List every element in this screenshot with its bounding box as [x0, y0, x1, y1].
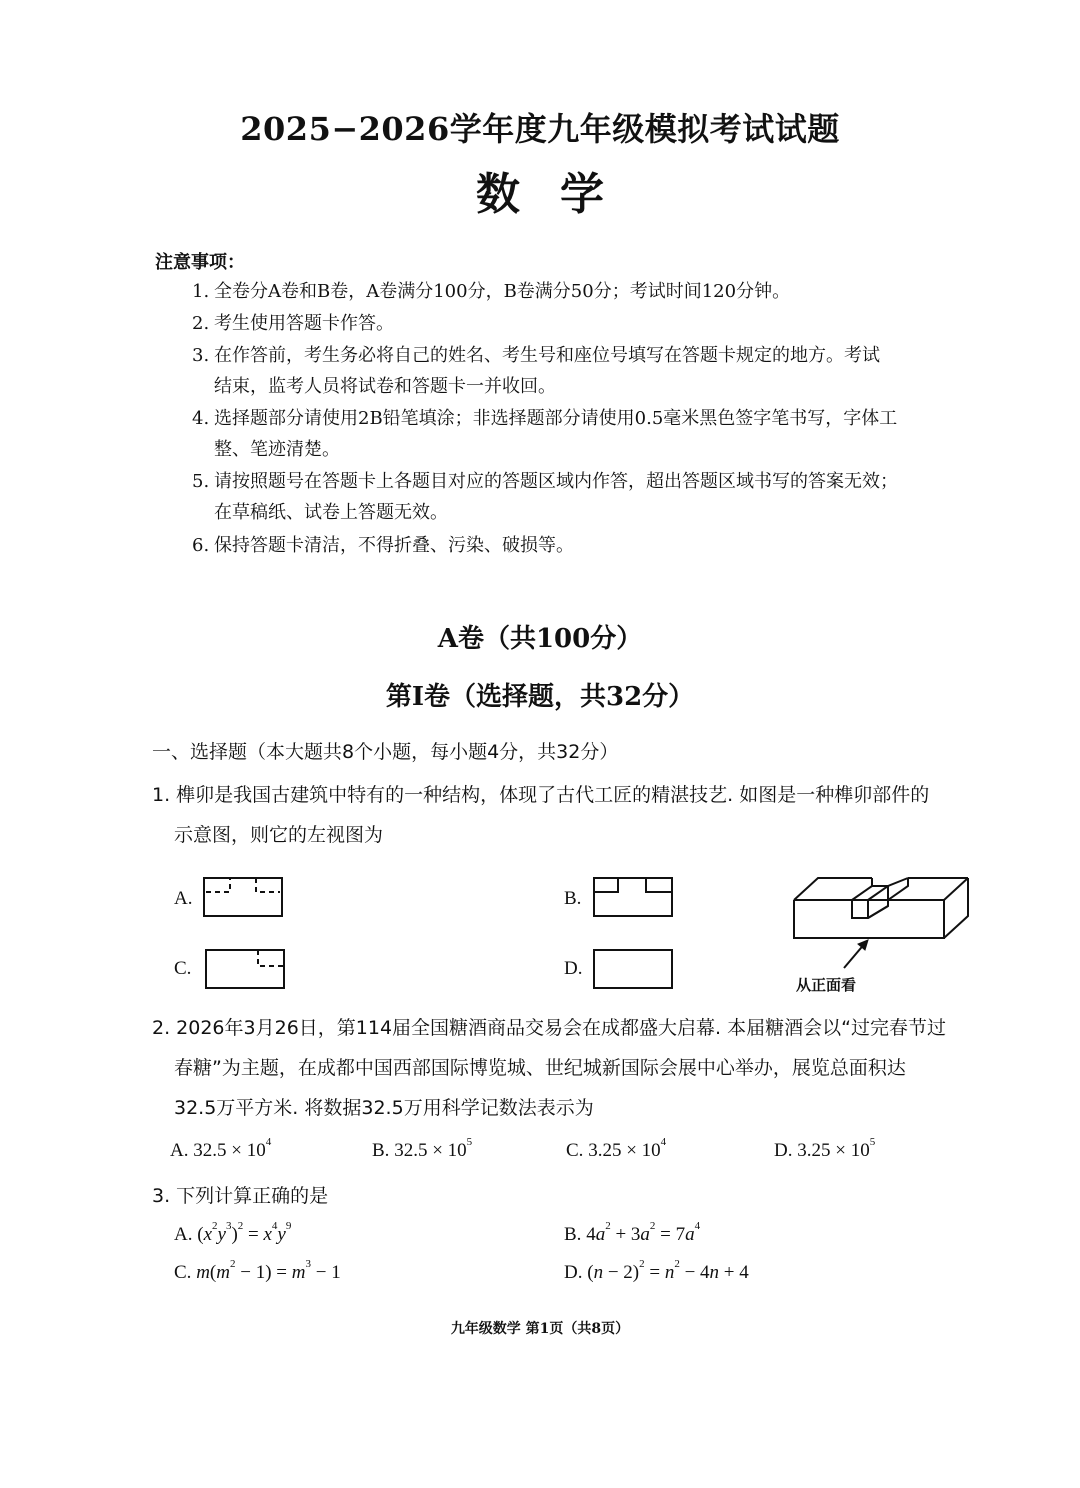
q1-figure-caption: 从正面看 — [796, 976, 857, 994]
q2-option-a: A. $32.5 \times 10^4$ — [170, 1136, 272, 1161]
q1-option-a-figure — [200, 874, 286, 918]
q2-option-b: B. $32.5 \times 10^5$ — [372, 1136, 473, 1161]
q1-option-c-label: C. — [174, 958, 192, 979]
q3-option-c: C. $m(m^2 - 1) = m^3 - 1$ — [174, 1258, 341, 1283]
q1-option-d-figure — [590, 946, 676, 992]
note-item: 2. 考生使用答题卡作答。 — [192, 313, 394, 334]
q3-stem: 3. 下列计算正确的是 — [152, 1185, 329, 1207]
mc-heading: 一、选择题（本大题共8个小题，每小题4分，共32分） — [152, 741, 619, 763]
q1-option-b-figure — [590, 874, 676, 918]
q2-line3: 32.5万平方米. 将数据32.5万用科学记数法表示为 — [174, 1097, 594, 1119]
q1-option-b-label: B. — [564, 888, 582, 909]
q3-option-b: B. $4a^2 + 3a^2 = 7a^4$ — [564, 1220, 701, 1245]
a-paper-title: A卷（共100分） — [437, 624, 643, 654]
q2-option-d: D. $3.25 \times 10^5$ — [774, 1136, 876, 1161]
subject-title: 数学 — [476, 169, 644, 220]
q1-line1: 1. 榫卯是我国古建筑中特有的一种结构，体现了古代工匠的精湛技艺. 如图是一种榫卯部件的 — [152, 784, 930, 806]
note-item: 4. 选择题部分请使用2B铅笔填涂；非选择题部分请使用0.5毫米黑色签字笔书写，字体工 整、笔迹清楚。 — [192, 408, 898, 460]
q3-option-d: D. $(n - 2)^2 = n^2 - 4n + 4$ — [564, 1258, 749, 1283]
note-item: 3. 在作答前，考生务必将自己的姓名、考生号和座位号填写在答题卡规定的地方。考试 结束，监考人员将试卷和答题卡一并收回。 — [192, 345, 880, 397]
q1-line2: 示意图，则它的左视图为 — [174, 824, 384, 846]
exam-title: 2025−2026学年度九年级模拟考试试题 — [240, 110, 840, 148]
note-item: 6. 保持答题卡清洁，不得折叠、污染、破损等。 — [192, 535, 574, 556]
q2-line2: 春糖”为主题，在成都中国西部国际博览城、世纪城新国际会展中心举办，展览总面积达 — [174, 1057, 906, 1079]
q3-option-a: A. $(x^2y^3)^2 = x^4y^9$ — [174, 1220, 292, 1245]
q1-joint-figure — [790, 872, 974, 956]
q1-option-c-figure — [202, 946, 288, 992]
view-arrow-icon — [838, 936, 878, 972]
note-item: 5. 请按照题号在答题卡上各题目对应的答题区域内作答，超出答题区域书写的答案无效； 在草稿纸、试卷上答题无效。 — [192, 471, 898, 523]
notes-heading: 注意事项： — [155, 252, 245, 273]
q1-option-a-label: A. — [174, 888, 193, 909]
q2-line1: 2. 2026年3月26日，第114届全国糖酒商品交易会在成都盛大启幕. 本届糖酒会以“过完春节过 — [152, 1017, 946, 1039]
q1-option-d-label: D. — [564, 958, 583, 979]
q2-option-c: C. $3.25 \times 10^4$ — [566, 1136, 667, 1161]
page-footer: 九年级数学 第1页（共8页） — [450, 1321, 630, 1337]
part-one-title: 第Ⅰ卷（选择题，共32分） — [385, 682, 695, 712]
note-item: 1. 全卷分A卷和B卷，A卷满分100分，B卷满分50分；考试时间120分钟。 — [192, 281, 791, 302]
